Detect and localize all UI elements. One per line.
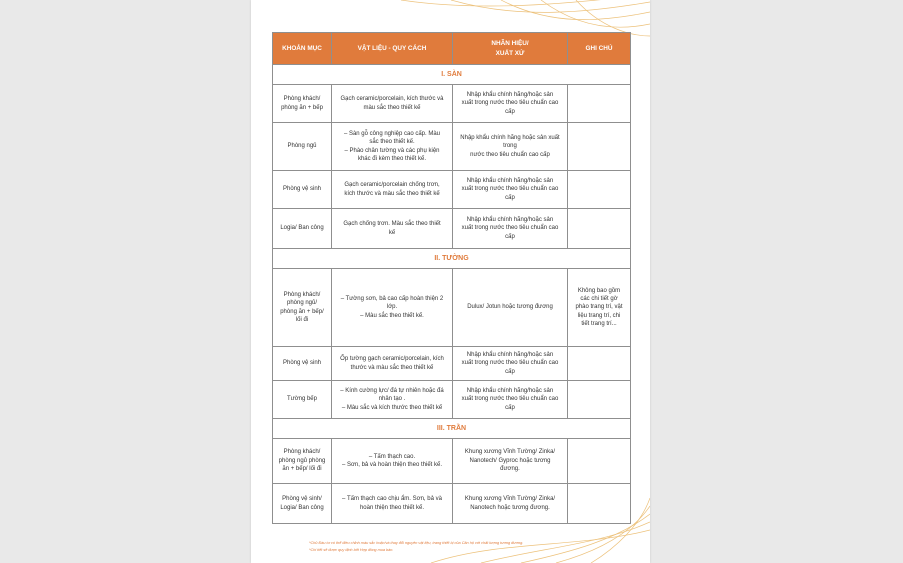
cell-brand: Nhập khẩu chính hãng hoặc sản xuất trong nước theo tiêu chuẩn cao cấp: [453, 123, 568, 171]
table-row: [273, 85, 631, 123]
cell-material: – Tấm thạch cao chịu ẩm. Sơn, bả và hoàn thiện theo thiết kế.: [332, 484, 453, 524]
cell-item: Phòng vệ sinh: [273, 171, 332, 209]
specification-table: [272, 32, 631, 524]
footnotes: [309, 540, 629, 554]
table-row: [273, 269, 631, 347]
cell-brand: Nhập khẩu chính hãng/hoặc sản xuất trong nước theo tiêu chuẩn cao cấp: [453, 171, 568, 209]
section-header-tran: III. TRẦN: [273, 419, 631, 439]
table-row: [273, 209, 631, 249]
cell-note: [568, 484, 631, 524]
table-header-row: [273, 33, 631, 65]
cell-brand: Nhập khẩu chính hãng/hoặc sản xuất trong nước theo tiêu chuẩn cao cấp: [453, 347, 568, 381]
cell-item: Phòng ngủ: [273, 123, 332, 171]
cell-material: Ốp tường gạch ceramic/porcelain, kích thước và màu sắc theo thiết kế: [332, 347, 453, 381]
cell-brand: Khung xương Vĩnh Tường/ Zinka/ Nanotech hoặc tương đương.: [453, 484, 568, 524]
cell-material: – Sàn gỗ công nghiệp cao cấp. Màu sắc theo thiết kế. – Phào chân tường và các phụ kiện khác đi kèm theo thiết kế.: [332, 123, 453, 171]
cell-material: – Tấm thạch cao. – Sơn, bả và hoàn thiện theo thiết kế.: [332, 439, 453, 484]
cell-note: [568, 171, 631, 209]
header-nhan-hieu: NHÃN HIỆU/ XUẤT XỨ: [453, 33, 568, 65]
cell-material: – Kính cường lực/ đá tự nhiên hoặc đá nhân tạo . – Màu sắc và kích thước theo thiết kế: [332, 381, 453, 419]
cell-material: Gạch ceramic/porcelain, kích thước và màu sắc theo thiết kế: [332, 85, 453, 123]
cell-note: [568, 347, 631, 381]
header-ghi-chu: GHI CHÚ: [568, 33, 631, 65]
cell-note: [568, 381, 631, 419]
cell-material: Gạch ceramic/porcelain chống trơn, kích thước và màu sắc theo thiết kế: [332, 171, 453, 209]
cell-note: Không bao gồm các chi tiết gờ phào trang trí, vật liệu trang trí, chi tiết trang trí...: [568, 269, 631, 347]
table-row: [273, 171, 631, 209]
cell-brand: Nhập khẩu chính hãng/hoặc sản xuất trong nước theo tiêu chuẩn cao cấp: [453, 85, 568, 123]
cell-material: Gạch chống trơn. Màu sắc theo thiết kế: [332, 209, 453, 249]
section-header-tuong: II. TƯỜNG: [273, 249, 631, 269]
cell-note: [568, 439, 631, 484]
table-row: [273, 484, 631, 524]
cell-brand: Khung xương Vĩnh Tường/ Zinka/ Nanotech/ Gyproc hoặc tương đương.: [453, 439, 568, 484]
cell-brand: Nhập khẩu chính hãng/hoặc sản xuất trong nước theo tiêu chuẩn cao cấp: [453, 381, 568, 419]
header-vat-lieu: VẬT LIỆU - QUY CÁCH: [332, 33, 453, 65]
footnote: *Chi tiết sẽ được quy định bởi Hợp đồng mua bán.: [309, 548, 394, 553]
cell-note: [568, 85, 631, 123]
cell-item: Phòng vệ sinh/ Logia/ Ban công: [273, 484, 332, 524]
cell-material: – Tường sơn, bả cao cấp hoàn thiện 2 lớp. – Màu sắc theo thiết kế.: [332, 269, 453, 347]
table-row: [273, 381, 631, 419]
cell-brand: Dulux/ Jotun hoặc tương đương: [453, 269, 568, 347]
cell-item: Tường bếp: [273, 381, 332, 419]
cell-note: [568, 123, 631, 171]
cell-item: Phòng vệ sinh: [273, 347, 332, 381]
cell-brand: Nhập khẩu chính hãng/hoặc sản xuất trong nước theo tiêu chuẩn cao cấp: [453, 209, 568, 249]
header-khoan-muc: KHOẢN MỤC: [273, 33, 332, 65]
table-row: [273, 123, 631, 171]
table-row: [273, 439, 631, 484]
cell-item: Phòng khách/ phòng ngủ/ phòng ăn + bếp/ lối đi: [273, 269, 332, 347]
document-page: [251, 0, 650, 563]
section-header-san: I. SÀN: [273, 65, 631, 85]
footnote: *Chủ Đầu tư có thể điều chỉnh màu sắc hoặc/và thay đổi nguyên vật liệu, trang thiết bị của Căn hộ với chất lượng tương đương.: [309, 541, 524, 545]
cell-note: [568, 209, 631, 249]
cell-item: Logia/ Ban công: [273, 209, 332, 249]
cell-item: Phòng khách/ phòng ăn + bếp: [273, 85, 332, 123]
table-row: [273, 347, 631, 381]
cell-item: Phòng khách/ phòng ngủ phòng ăn + bếp/ lối đi: [273, 439, 332, 484]
